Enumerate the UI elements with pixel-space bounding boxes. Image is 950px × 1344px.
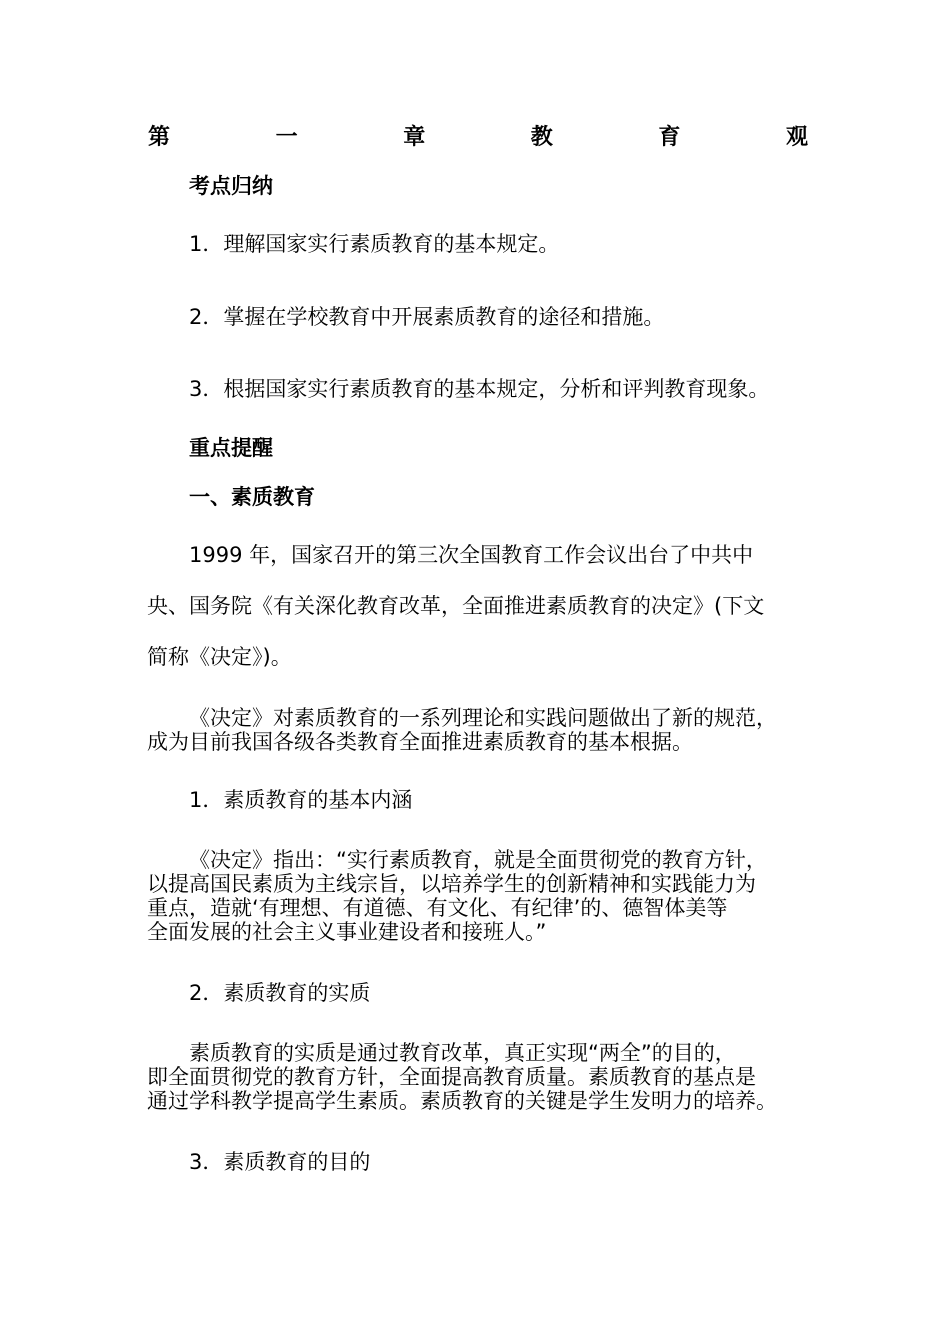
exam-point-item: 1．理解国家实行素质教育的基本规定。 (189, 232, 560, 256)
chapter-title (148, 125, 808, 151)
intro-line: 央、国务院《有关深化教育改革，全面推进素质教育的决定》(下文 (147, 594, 765, 618)
exam-point-item: 3．根据国家实行素质教育的基本规定，分析和评判教育现象。 (189, 377, 770, 401)
title-char: 章 (403, 125, 426, 150)
essence-line: 素质教育的实质是通过教育改革，真正实现“两全”的目的， (189, 1041, 736, 1065)
subsection-heading: 1．素质教育的基本内涵 (189, 788, 413, 812)
key-reminder-heading: 重点提醒 (189, 436, 273, 460)
connotation-line: 全面发展的社会主义事业建设者和接班人。” (147, 920, 547, 944)
section-heading: 一、素质教育 (189, 485, 315, 509)
title-char: 一 (275, 125, 298, 150)
connotation-line: 重点，造就‘有理想、有道德、有文化、有纪律’的、德智体美等 (147, 896, 728, 920)
connotation-line: 以提高国民素质为主线宗旨，以培养学生的创新精神和实践能力为 (147, 872, 756, 896)
exam-point-item: 2．掌握在学校教育中开展素质教育的途径和措施。 (189, 305, 665, 329)
title-char: 育 (658, 125, 681, 150)
essence-line: 通过学科教学提高学生素质。素质教育的关键是学生发明力的培养。 (147, 1089, 777, 1113)
exam-points-heading: 考点归纳 (189, 174, 273, 198)
essence-line: 即全面贯彻党的教育方针，全面提高教育质量。素质教育的基点是 (147, 1065, 756, 1089)
subsection-heading: 2．素质教育的实质 (189, 981, 371, 1005)
title-char: 观 (785, 125, 808, 150)
decision-paragraph-line: 成为目前我国各级各类教育全面推进素质教育的基本根据。 (147, 730, 693, 754)
intro-line: 简称《决定》)。 (147, 645, 292, 669)
decision-paragraph-line: 《决定》对素质教育的一系列理论和实践问题做出了新的规范， (189, 706, 777, 730)
subsection-heading: 3．素质教育的目的 (189, 1150, 371, 1174)
title-char: 第 (148, 125, 171, 150)
connotation-line: 《决定》指出：“实行素质教育，就是全面贯彻党的教育方针， (189, 848, 767, 872)
title-char: 教 (530, 125, 553, 150)
intro-line: 1999 年，国家召开的第三次全国教育工作会议出台了中共中 (189, 543, 754, 567)
